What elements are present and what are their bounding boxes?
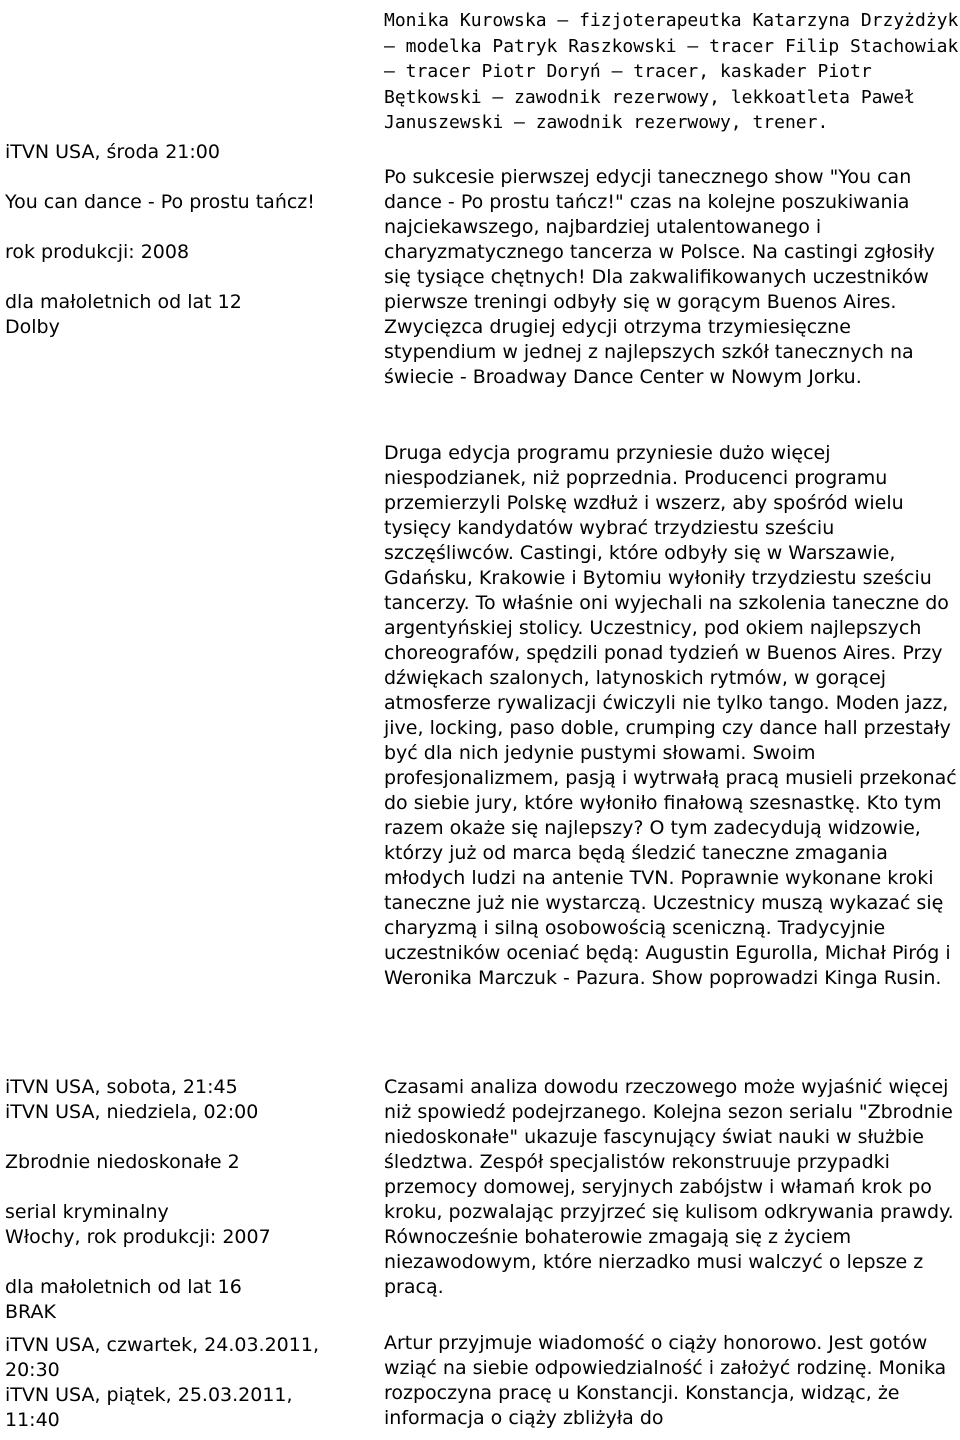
age-rating: dla małoletnich od lat 12	[5, 291, 242, 313]
broadcast-time: iTVN USA, sobota, 21:45	[5, 1076, 238, 1098]
audio-format: BRAK	[5, 1301, 56, 1323]
series-description: Czasami analiza dowodu rzeczowego może wyjaśnić więcej niż spowiedź podejrzanego. Kolejna sezon serialu "Zbrodnie niedoskonałe" ukazuje fascynujący świat nauki w służbie śledztwa. Zespół specjalistów rekonstruuje przypadki przemocy domowej, seryjnych zabójstw i włamań krok po kroku, pozwalając przyjrzeć się kulisom odkrywania prawdy. Równocześnie bohaterowie zmagają się z życiem niezawodowym, które nierzadko musi walczyć o lepsze z pracą.	[384, 1076, 954, 1298]
program-description-extended: Druga edycja programu przyniesie dużo więcej niespodzianek, niż poprzednia. Producenci programu przemierzyli Polskę wzdłuż i wszerz, aby spośród wielu tysięcy kandydatów wybrać trzydziestu sześciu szczęśliwców. Castingi, które odbyły się w Warszawie, Gdańsku, Krakowie i Bytomiu wyłoniły trzydziestu sześciu tancerzy. To właśnie oni wyjechali na szkolenia taneczne do argentyńskiej stolicy. Uczestnicy, pod okiem najlepszych choreografów, spędzili ponad tydzień w Buenos Aires. Przy dźwiękach szalonych, latynoskich rytmów, w gorącej atmosferze rywalizacji ćwiczyli nie tylko tango. Moden jazz, jive, locking, paso doble, crumping czy dance hall przestały być dla nich jedynie pustymi słowami. Swoim profesjonalizmem, pasją i wytrwałą pracą musieli przekonać do siebie jury, które wyłoniło finałową szesnastkę. Kto tym razem okaże się najlepszy? O tym zadecydują widzowie, którzy już od marca będą śledzić taneczne zmagania młodych ludzi na antenie TVN. Poprawnie wykonane kroki taneczne już nie wystarczą. Uczestnicy muszą wykazać się charyzmą i silną osobowością sceniczną. Tradycyjnie uczestników oceniać będą: Augustin Egurolla, Michał Piróg i Weronika Marczuk - Pazura. Show poprowadzi Kinga Rusin.	[384, 442, 957, 989]
program-description: Po sukcesie pierwszej edycji tanecznego show "You can dance - Po prostu tańcz!" czas na kolejne poszukiwania najciekawszego, najbardziej utalentowanego i charyzmatycznego tancerza w Polsce. Na castingi zgłosiły się tysiące chętnych! Dla zakwalifikowanych uczestników pierwsze treningi odbyły się w gorącym Buenos Aires. Zwycięzca drugiej edycji otrzyma trzymiesięczne stypendium w jednej z najlepszych szkół tanecznych na świecie - Broadway Dance Center w Nowym Jorku.	[384, 166, 935, 388]
program-title: You can dance - Po prostu tańcz!	[5, 191, 315, 213]
audio-format: Dolby	[5, 316, 60, 338]
broadcast-time: iTVN USA, niedziela, 02:00	[5, 1101, 259, 1123]
production-info: Włochy, rok produkcji: 2007	[5, 1226, 271, 1248]
production-year: rok produkcji: 2008	[5, 241, 190, 263]
broadcast-time: iTVN USA, piątek, 25.03.2011,	[5, 1384, 293, 1406]
program-title: Zbrodnie niedoskonałe 2	[5, 1151, 240, 1173]
program-zbrodnie-info	[5, 1075, 375, 1325]
episode-description: Artur przyjmuje wiadomość o ciąży honorowo. Jest gotów wziąć na siebie odpowiedzialność i założyć rodzinę. Monika rozpoczyna pracę u Konstancji. Konstancja, widząc, że informacja o ciąży zbliżyła do	[384, 1332, 947, 1429]
broadcast-time-hour: 11:40	[5, 1409, 60, 1431]
age-rating: dla małoletnich od lat 16	[5, 1276, 242, 1298]
program-you-can-dance-info	[5, 140, 375, 340]
cast-list: Monika Kurowska – fizjoterapeutka Katarzyna Drzyżdżyk – modelka Patryk Raszkowski – tracer Filip Stachowiak – tracer Piotr Doryń – tracer, kaskader Piotr Bętkowski – zawodnik rezerwowy, lekkoatleta Paweł Januszewski – zawodnik rezerwowy, trener.	[384, 10, 959, 133]
broadcast-time: iTVN USA, środa 21:00	[5, 141, 220, 163]
broadcast-time: iTVN USA, czwartek, 24.03.2011,	[5, 1334, 319, 1356]
program-genre: serial kryminalny	[5, 1201, 169, 1223]
broadcast-time-hour: 20:30	[5, 1359, 60, 1381]
program-episode-info	[5, 1333, 375, 1433]
